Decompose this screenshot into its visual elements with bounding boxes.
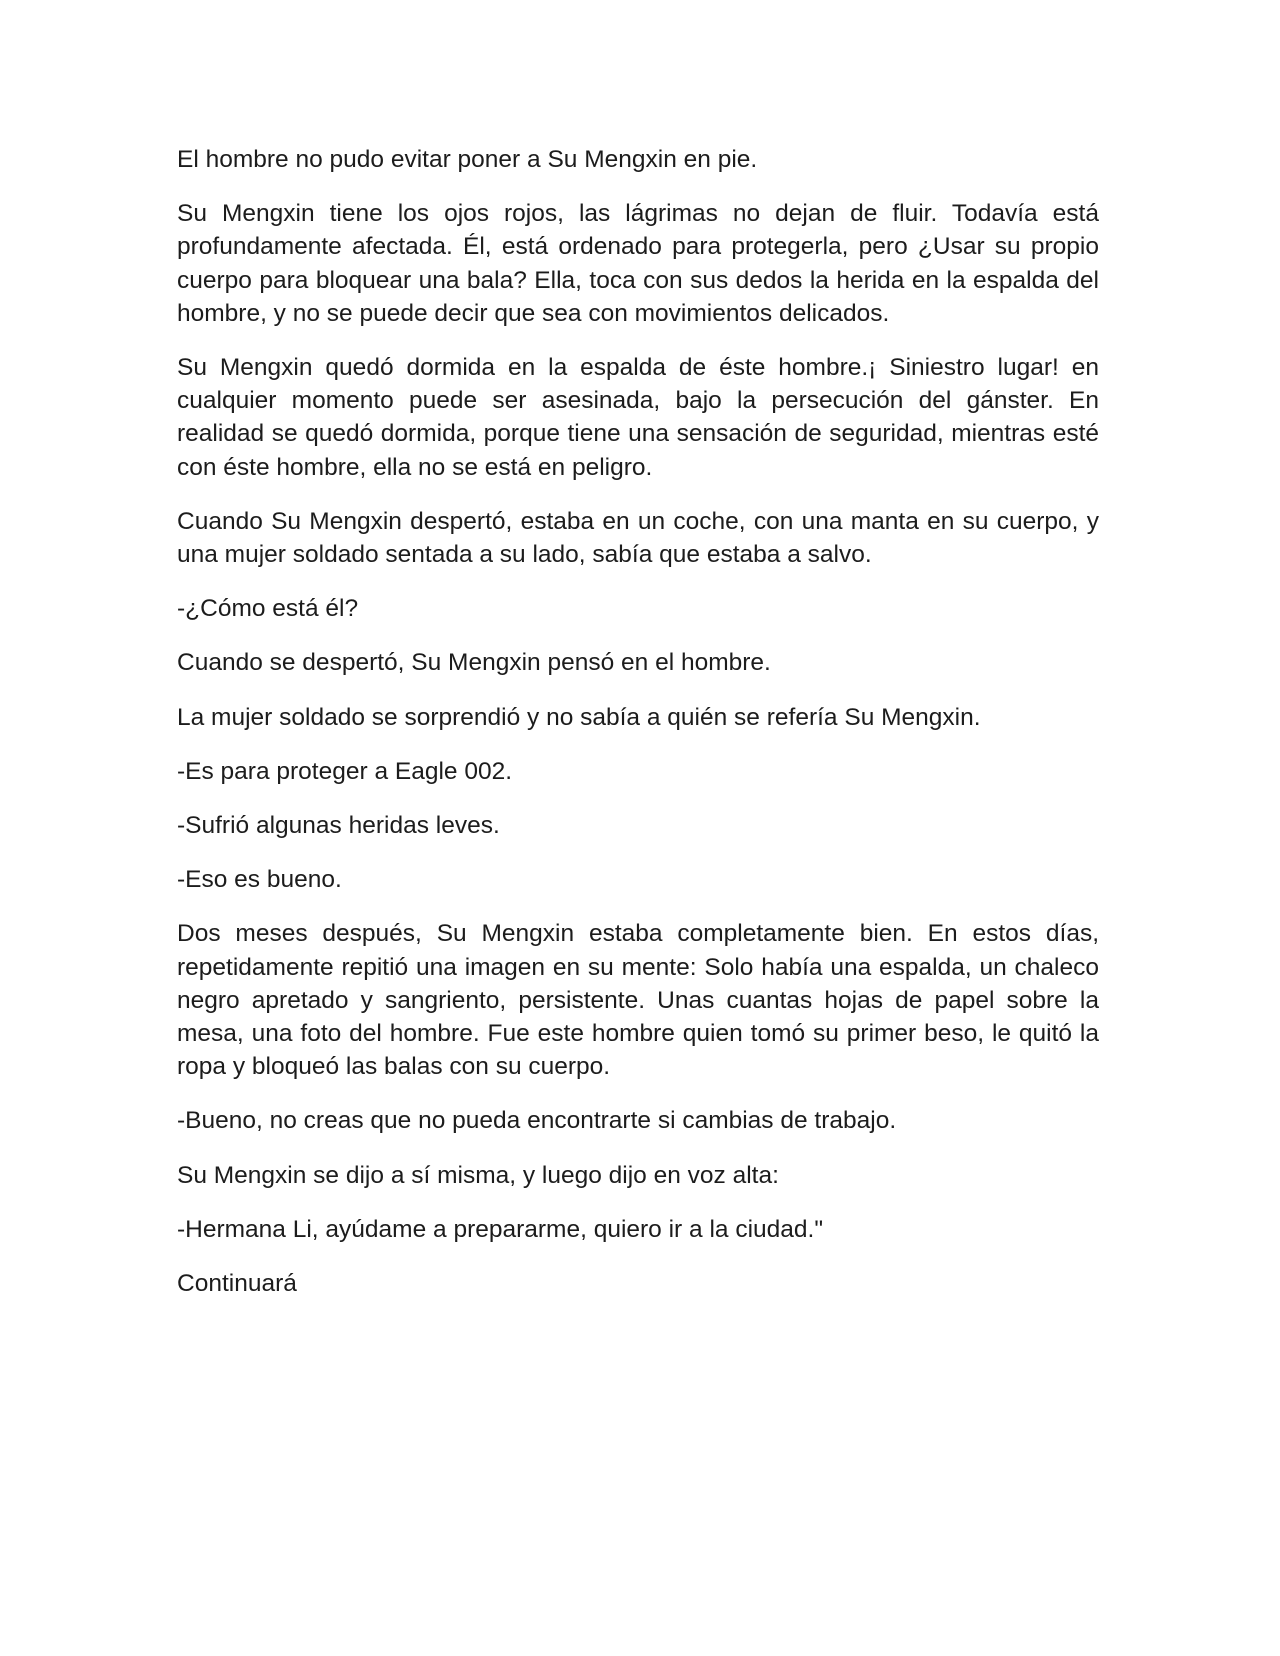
paragraph-8: -Es para proteger a Eagle 002. <box>177 757 513 785</box>
paragraph-10: -Eso es bueno. <box>177 866 342 894</box>
paragraph-12: -Bueno, no creas que no pueda encontrarte si cambias de trabajo. <box>177 1107 897 1135</box>
paragraph-11: Dos meses después, Su Mengxin estaba completamente bien. En estos días, repetidamente repitió una imagen en su mente: Solo había una espalda, un chaleco negro apretado y sangriento, persistente. Unas cuantas hojas de papel sobre la mesa, una foto del hombre. Fue este hombre quien tomó su primer beso, le quitó la ropa y bloqueó las balas con su cuerpo. <box>177 920 1099 1081</box>
paragraph-3: Su Mengxin quedó dormida en la espalda de éste hombre.¡ Siniestro lugar! en cualquier momento puede ser asesinada, bajo la persecución del gánster. En realidad se quedó dormida, porque tiene una sensación de seguridad, mientras esté con éste hombre, ella no se está en peligro. <box>177 354 1099 481</box>
paragraph-5: -¿Cómo está él? <box>177 595 359 623</box>
paragraph-4: Cuando Su Mengxin despertó, estaba en un coche, con una manta en su cuerpo, y una mujer soldado sentada a su lado, sabía que estaba a salvo. <box>177 507 1099 569</box>
paragraph-6: Cuando se despertó, Su Mengxin pensó en el hombre. <box>177 649 771 677</box>
document-body <box>177 143 1099 1321</box>
paragraph-9: -Sufrió algunas heridas leves. <box>177 812 500 840</box>
paragraph-2: Su Mengxin tiene los ojos rojos, las lágrimas no dejan de fluir. Todavía está profundamente afectada. Él, está ordenado para protegerla, pero ¿Usar su propio cuerpo para bloquear una bala? Ella, toca con sus dedos la herida en la espalda del hombre, y no se puede decir que sea con movimientos delicados. <box>177 200 1099 327</box>
paragraph-7: La mujer soldado se sorprendió y no sabía a quién se refería Su Mengxin. <box>177 703 981 731</box>
paragraph-14: -Hermana Li, ayúdame a prepararme, quiero ir a la ciudad." <box>177 1215 824 1243</box>
paragraph-1: El hombre no pudo evitar poner a Su Mengxin en pie. <box>177 146 758 173</box>
paragraph-15: Continuará <box>177 1270 297 1298</box>
paragraph-13: Su Mengxin se dijo a sí misma, y luego dijo en voz alta: <box>177 1161 779 1189</box>
